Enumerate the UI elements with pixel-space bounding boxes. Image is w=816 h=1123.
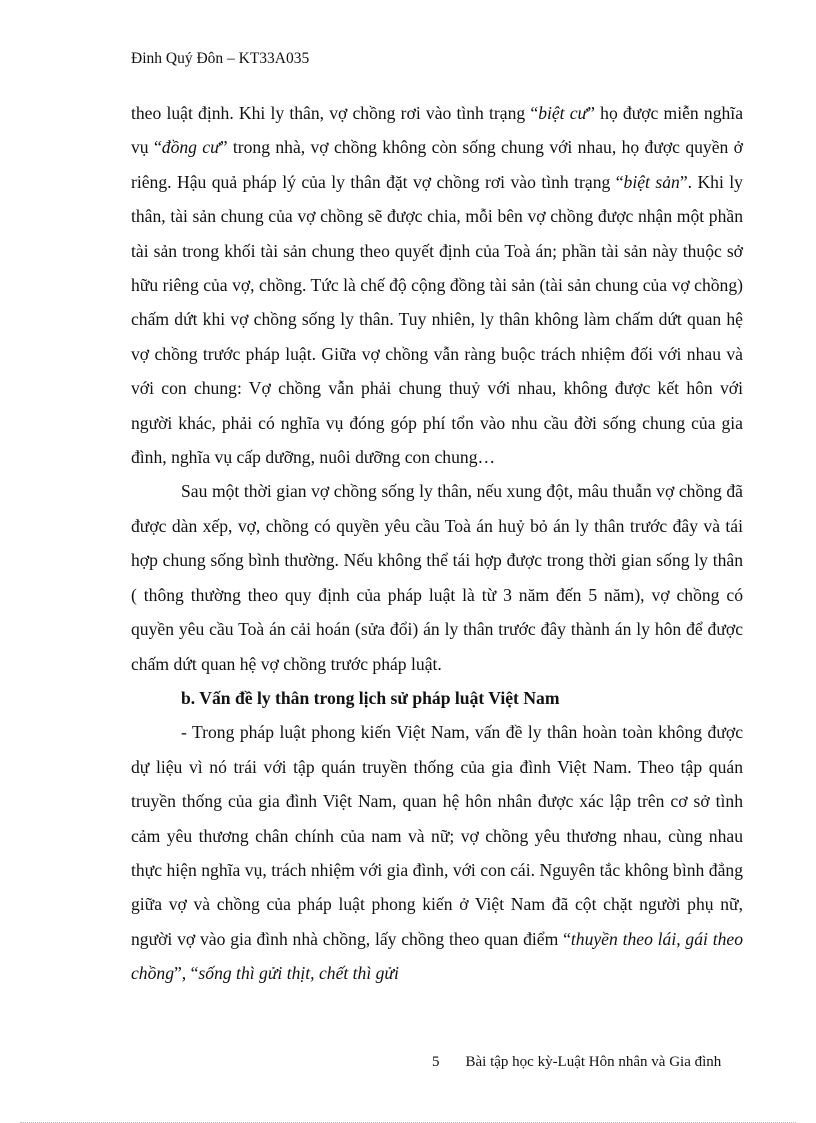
text-run: theo luật định. Khi ly thân, vợ chồng rơi vào tình trạng “	[131, 103, 539, 123]
italic-term: đồng cư	[161, 137, 220, 158]
italic-term: biệt sản	[623, 171, 680, 192]
page-number: 5	[432, 1054, 440, 1070]
page-header: Đinh Quý Đôn – KT33A035	[131, 50, 310, 67]
text-run: ”, “	[174, 963, 199, 984]
text-run: ” trong nhà, vợ chồng không còn sống chung với nhau, họ được quyền ở riêng. Hậu quả pháp lý của ly thân đặt vợ chồng rơi vào tình trạng “	[131, 137, 743, 192]
italic-term: biệt cư	[538, 103, 588, 123]
document-body	[131, 96, 743, 991]
italic-quote: sống thì gửi thịt, chết thì gửi	[198, 963, 399, 984]
paragraph-1	[131, 96, 743, 474]
text-run: ”. Khi ly thân, tài sản chung của vợ chồng sẽ được chia, mỗi bên vợ chồng được nhận một phần tài sản trong khối tài sản chung theo quyết định của Toà án; phần tài sản này thuộc sở hữu riêng của vợ, chồng. Tức là chế độ cộng đồng tài sản (tài sản chung của vợ chồng) chấm dứt khi vợ chồng sống ly thân. Tuy nhiên, ly thân không làm chấm dứt quan hệ vợ chồng trước pháp luật. Giữa vợ chồng vẫn ràng buộc trách nhiệm đối với nhau và với con chung: Vợ chồng vẫn phải chung thuỷ với nhau, không được kết hôn với người khác, phải có nghĩa vụ đóng góp phí tổn vào nhu cầu đời sống chung của gia đình, nghĩa vụ cấp dưỡng, nuôi dưỡng con chung…	[131, 171, 743, 468]
section-heading: b. Vấn đề ly thân trong lịch sử pháp luật Việt Nam	[181, 687, 560, 708]
paragraph-3	[131, 715, 743, 990]
text-run: - Trong pháp luật phong kiến Việt Nam, vấn đề ly thân hoàn toàn không được dự liệu vì nó trái với tập quán truyền thống của gia đình Việt Nam. Theo tập quán truyền thống của gia đình Việt Nam, quan hệ hôn nhân được xác lập trên cơ sở tình cảm yêu thương chân chính của nam và nữ; vợ chồng yêu thương nhau, cùng nhau thực hiện nghĩa vụ, trách nhiệm với gia đình, với con cái. Nguyên tắc không bình đẳng giữa vợ và chồng của pháp luật phong kiến ở Việt Nam đã cột chặt người phụ nữ, người vợ vào gia đình nhà chồng, lấy chồng theo quan điểm “	[131, 722, 743, 949]
footer-title: Bài tập học kỳ-Luật Hôn nhân và Gia đình	[465, 1054, 722, 1070]
italic-quote: thuyền theo lái, gái theo chồng	[131, 928, 743, 984]
page-footer	[432, 1054, 721, 1071]
text-run: ” họ được miễn nghĩa vụ “	[131, 103, 743, 158]
paragraph-2: Sau một thời gian vợ chồng sống ly thân, nếu xung đột, mâu thuẫn vợ chồng đã được dàn xếp, vợ, chồng có quyền yêu cầu Toà án huỷ bỏ án ly thân trước đây và tái hợp chung sống bình thường. Nếu không thể tái hợp được trong thời gian sống ly thân ( thông thường theo quy định của pháp luật là từ 3 năm đến 5 năm), vợ chồng có quyền yêu cầu Toà án cải hoán (sửa đổi) án ly thân trước đây thành án ly hôn để được chấm dứt quan hệ vợ chồng trước pháp luật.	[131, 481, 743, 674]
